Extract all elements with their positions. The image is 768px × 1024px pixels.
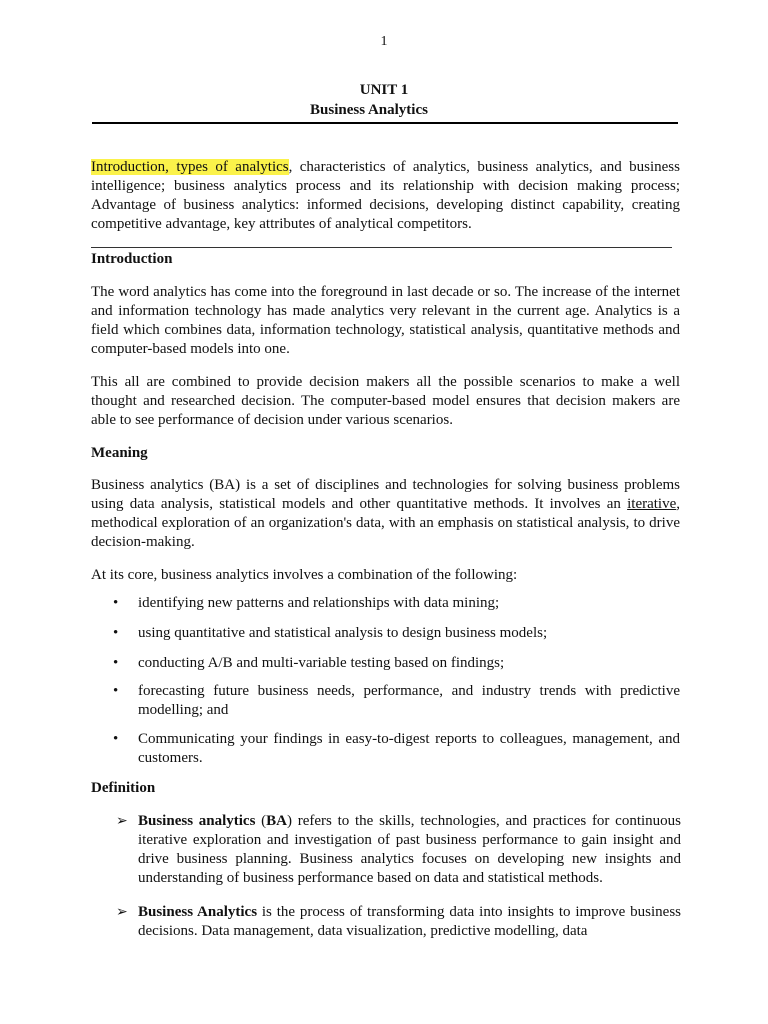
meaning-text-after: , methodical exploration of an organization's data, with an emphasis on statistical analysis, to drive decision-making. [91,496,680,550]
list-item [91,654,680,673]
list-item-text: identifying new patterns and relationships with data mining; [138,595,500,611]
syllabus-paragraph [91,158,680,234]
highlighted-text: Introduction, types of analytics [91,159,289,175]
bullet-icon: • [113,595,119,611]
bullet-icon: • [113,683,119,699]
list-item-text: using quantitative and statistical analysis to design business models; [138,625,548,641]
separator-line [91,247,672,248]
meaning-paragraph-1 [91,476,680,552]
definition-text: is the process of transforming data into insights to improve business decisions. Data management, data visualization, predictive modelling, data [138,904,682,939]
list-item-text: conducting A/B and multi-variable testing based on findings; [138,655,505,671]
list-item [91,682,680,720]
list-item [91,624,680,643]
definition-item [116,812,681,888]
list-item [91,730,680,768]
page-number: 1 [380,34,388,49]
bullet-icon: • [113,655,119,671]
meaning-text-before: Business analytics (BA) is a set of disciplines and technologies for solving business problems using data analysis, statistical models and other quantitative methods. It involves an [91,477,680,512]
list-item-text: forecasting future business needs, performance, and industry trends with predictive modelling; and [138,683,680,718]
definition-term: Business analytics [138,813,256,829]
definition-text: ) refers to the skills, technologies, and practices for continuous iterative exploration and investigation of past business performance to gain insight and drive business planning. Business analytics focuses on developing new insights and understanding of business performance based on data and statistical methods. [138,813,681,886]
introduction-paragraph-2: This all are combined to provide decision makers all the possible scenarios to make a well thought and researched decision. The computer-based model ensures that decision makers are able to see performance of decision under various scenarios. [91,374,680,428]
arrow-bullet-icon: ➢ [116,905,128,920]
document-title: Business Analytics [310,102,428,118]
introduction-heading: Introduction [91,251,173,267]
list-item-text: Communicating your findings in easy-to-digest reports to colleagues, management, and customers. [138,731,680,766]
unit-heading: UNIT 1 [359,82,409,98]
definition-list [116,812,681,941]
introduction-paragraph-1: The word analytics has come into the foreground in last decade or so. The increase of the internet and information technology has made analytics very relevant in the current age. Analytics is a field which combines data, information technology, statistical analysis, quantitative methods and computer-based models into one. [91,284,680,357]
list-item [91,594,680,613]
definition-heading: Definition [91,780,156,796]
bullet-icon: • [113,731,119,747]
meaning-paragraph-2: At its core, business analytics involves a combination of the following: [91,567,518,583]
definition-abbrev: BA [266,813,288,829]
definition-paren: ( [255,813,267,829]
arrow-bullet-icon: ➢ [116,814,128,829]
meaning-heading: Meaning [91,445,148,461]
syllabus-text: , characteristics of analytics, business analytics, and business intelligence; business analytics process and its relationship with decision making process; Advantage of business analytics: informed decisions, developing distinct capability, creating competitive advantage, key attributes of analytical competitors. [91,159,680,232]
definition-item [116,903,681,941]
bullet-icon: • [113,625,119,641]
iterative-link[interactable]: iterative [627,496,677,512]
bullet-list [91,594,680,768]
title-rule [92,122,678,124]
definition-term: Business Analytics [138,904,258,920]
